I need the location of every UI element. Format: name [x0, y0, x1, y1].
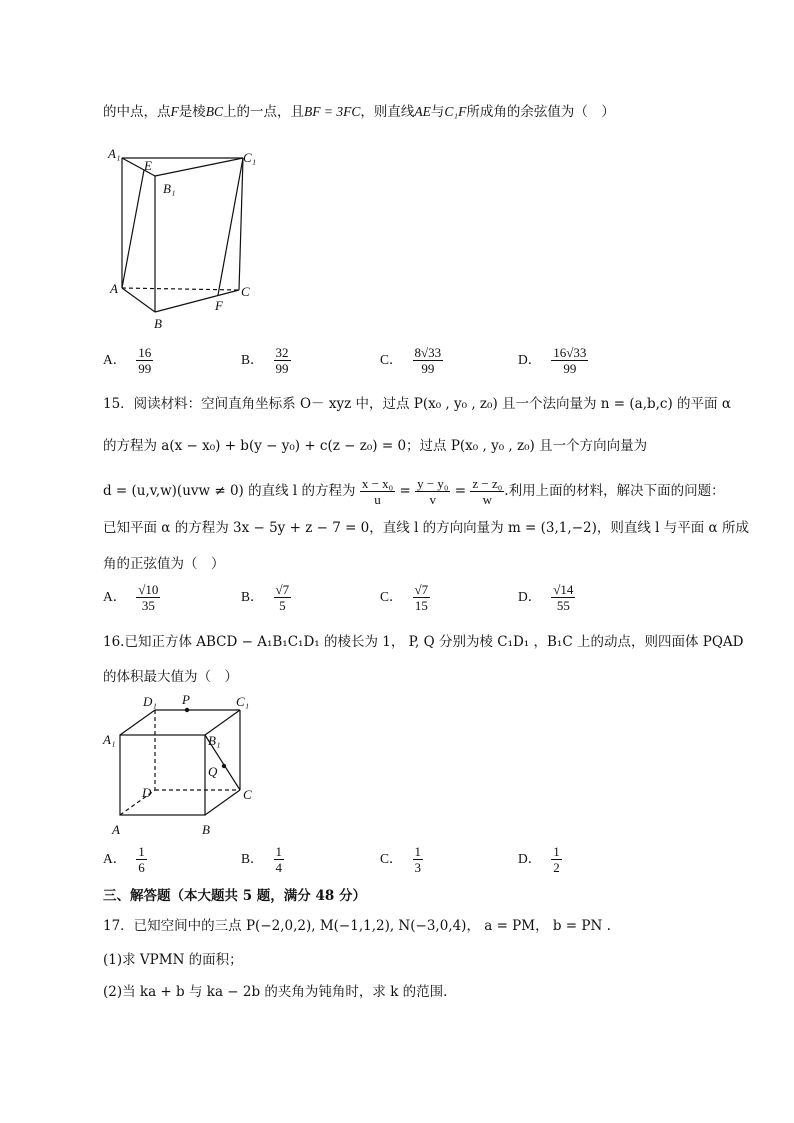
label-c: C	[241, 284, 250, 299]
label-q: Q	[208, 764, 218, 779]
q14-option-d: D． $\frac{16√33}{99}$	[518, 345, 587, 376]
label-p: P	[182, 692, 190, 707]
label-d: D	[142, 785, 152, 800]
edge-ab	[122, 288, 155, 312]
q15-line-1: 15．阅读材料：空间直角坐标系 O－ xyz 中，过点 P(x₀ , y₀ , z₀) 且一个法向量为 n = (a,b,c) 的平面 α	[103, 396, 731, 412]
edge-ac-hidden	[122, 288, 239, 290]
label-c1: C₁	[243, 150, 257, 165]
q16-option-c: C． $\frac{1}{3}$	[380, 844, 422, 875]
label-a1: A₁	[108, 146, 121, 161]
cube-figure	[100, 690, 270, 840]
fraction: $\frac{√7}{5}$	[275, 582, 290, 613]
label-e: E	[144, 158, 152, 173]
section-heading: 三、解答题（本大题共 5 题，满分 48 分）	[103, 888, 366, 904]
fraction: $\frac{32}{99}$	[275, 345, 289, 376]
label-b1: B₁	[208, 733, 221, 748]
q17-part-1: (1)求 VPMN 的面积；	[103, 952, 243, 968]
fraction: $\frac{√14}{55}$	[553, 582, 574, 613]
q15-option-b: B． $\frac{√7}{5}$	[241, 582, 290, 613]
q16-line-2: 的体积最大值为（ ）	[103, 669, 238, 685]
fraction: $\frac{1}{6}$	[138, 844, 145, 875]
fraction: $\frac{\text{x − x₀}}{u}$	[361, 476, 394, 507]
fraction: $\frac{1}{2}$	[553, 844, 560, 875]
label-b: B	[202, 822, 210, 837]
label-a: A	[110, 281, 118, 296]
q15-line-5: 角的正弦值为（ ）	[103, 556, 225, 572]
fraction: $\frac{16}{99}$	[138, 345, 152, 376]
label-f: F	[215, 298, 223, 313]
q16-option-a: A． $\frac{1}{6}$	[103, 844, 145, 875]
cube-front-face	[120, 735, 205, 815]
q14-option-c: C． $\frac{8√33}{99}$	[380, 345, 442, 376]
label-d1: D₁	[143, 694, 157, 709]
fraction: $\frac{√7}{15}$	[414, 582, 429, 613]
label-a1: A₁	[103, 732, 116, 747]
fraction: $\frac{\text{z − z₀}}{w}$	[472, 476, 503, 507]
label-b: B	[154, 316, 162, 331]
fraction: $\frac{1}{4}$	[275, 844, 283, 875]
q16-line-1: 16.已知正方体 ABCD − A₁B₁C₁D₁ 的棱长为 1， P, Q 分别为棱 C₁D₁ ，B₁C 上的动点，则四面体 PQAD	[103, 634, 744, 650]
fraction: $\frac{\text{y − y₀}}{v}$	[417, 476, 449, 507]
edge-b1c1	[155, 158, 243, 176]
edge-b1c1	[205, 710, 240, 735]
q15-line-2: 的方程为 a(x − x₀) + b(y − y₀) + c(z − z₀) = 0；过点 P(x₀ , y₀ , z₀) 且一个方向向量为	[103, 438, 648, 454]
q14-option-a: A． $\frac{16}{99}$	[103, 345, 152, 376]
q17-line-1: 17．已知空间中的三点 P(−2,0,2), M(−1,1,2), N(−3,0,4)， a = PM， b = PN .	[103, 918, 611, 934]
label-c: C	[243, 787, 252, 802]
fraction: $\frac{16√33}{99}$	[553, 345, 587, 376]
q15-option-c: C． $\frac{√7}{15}$	[380, 582, 429, 613]
edge-bc	[155, 290, 239, 312]
edge-a1d1	[120, 710, 155, 735]
q17-part-2: (2)当 ka + b 与 ka − 2b 的夹角为钝角时，求 k 的范围.	[103, 984, 448, 1000]
q16-option-b: B． $\frac{1}{4}$	[241, 844, 283, 875]
fraction: $\frac{1}{3}$	[414, 844, 422, 875]
point-p	[185, 708, 189, 712]
q15-line-3: d = (u,v,w)(uvw ≠ 0) 的直线 l 的方程为 $\frac{\text{x − x₀}}{u}$ = $\frac{\text{y − y₀}}{v}$ = $\frac{\text{z − z₀}}{w}$ .利用上面的材料，解决下面的问题：	[103, 476, 725, 507]
q14-stem: 的中点，点F是棱BC上的一点，且BF = 3FC，则直线AE与C₁F所成角的余弦值为（ ）	[103, 104, 615, 120]
q15-option-a: A． $\frac{√10}{35}$	[103, 582, 159, 613]
prism-figure	[100, 140, 270, 340]
q15-option-d: D． $\frac{√14}{55}$	[518, 582, 574, 613]
q14-option-b: B． $\frac{32}{99}$	[241, 345, 289, 376]
edge-bc	[205, 790, 240, 815]
label-a: A	[112, 822, 120, 837]
segment-ae	[122, 170, 144, 288]
fraction: $\frac{8√33}{99}$	[414, 345, 442, 376]
q15-line-4: 已知平面 α 的方程为 3x − 5y + z − 7 = 0，直线 l 的方向向量为 m = (3,1,−2)，则直线 l 与平面 α 所成	[103, 520, 749, 536]
point-q	[222, 764, 226, 768]
label-b1: B₁	[163, 181, 176, 196]
fraction: $\frac{√10}{35}$	[138, 582, 159, 613]
label-c1: C₁	[236, 694, 250, 709]
q16-option-d: D． $\frac{1}{2}$	[518, 844, 560, 875]
